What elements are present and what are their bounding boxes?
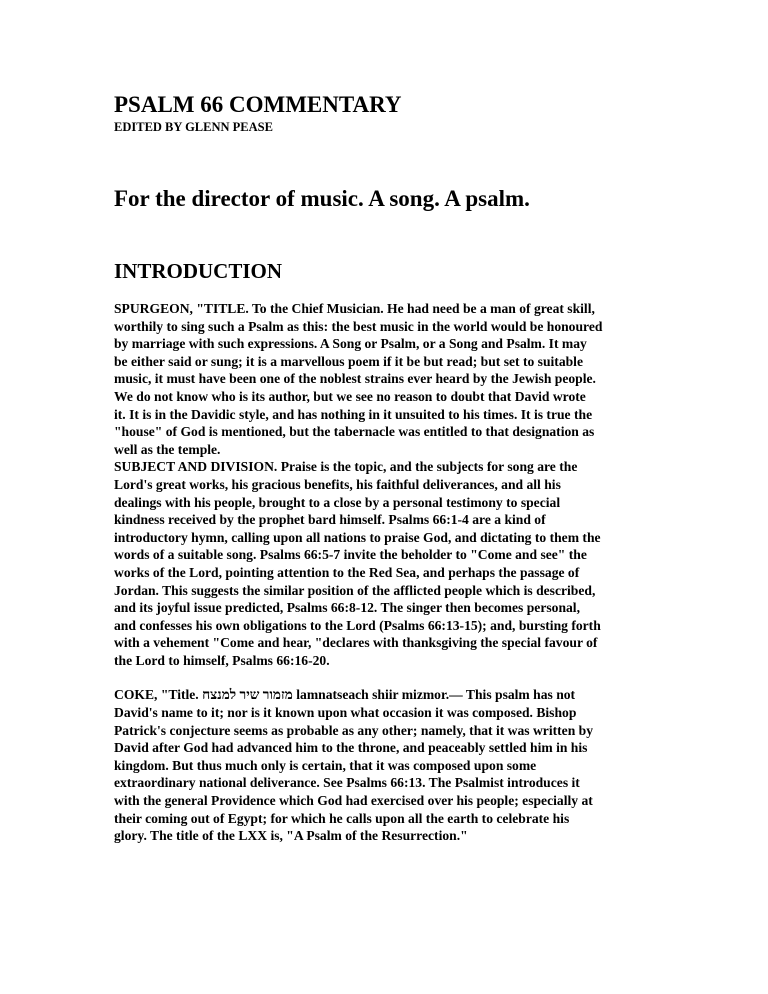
text-line: be either said or sung; it is a marvellous poem if it be but read; but set to suitable xyxy=(114,353,583,369)
text-line: dealings with his people, brought to a close by a personal testimony to special xyxy=(114,494,561,510)
text-line: their coming out of Egypt; for which he calls upon all the earth to celebrate his xyxy=(114,810,570,826)
text-line: We do not know who is its author, but we see no reason to doubt that David wrote xyxy=(114,388,586,404)
text-line: extraordinary national deliverance. See Psalms 66:13. The Psalmist introduces it xyxy=(114,775,580,791)
paragraph-coke-title xyxy=(114,686,659,844)
paragraph-subject-and-division xyxy=(114,458,659,669)
document-page xyxy=(114,92,659,845)
text-line: SPURGEON, "TITLE. To the Chief Musician. He had need be a man of great skill, xyxy=(114,301,595,316)
editor-credit: EDITED BY GLENN PEASE xyxy=(114,120,273,134)
text-line: introductory hymn, calling upon all nations to praise God, and dictating to them the xyxy=(114,529,601,545)
text-line: and confesses his own obligations to the Lord (Psalms 66:13-15); and, bursting forth xyxy=(114,617,601,633)
text-line: and its joyful issue predicted, Psalms 66:8-12. The singer then becomes personal, xyxy=(114,600,580,616)
text-line: "house" of God is mentioned, but the tabernacle was entitled to that designation as xyxy=(114,424,595,440)
text-line: works of the Lord, pointing attention to the Red Sea, and perhaps the passage of xyxy=(114,564,580,580)
text-line: words of a suitable song. Psalms 66:5-7 invite the beholder to "Come and see" the xyxy=(114,547,587,563)
text-line: David's name to it; nor is it known upon what occasion it was composed. Bishop xyxy=(114,705,577,721)
document-title: PSALM 66 COMMENTARY xyxy=(114,92,402,117)
text-line: glory. The title of the LXX is, "A Psalm of the Resurrection." xyxy=(114,828,468,844)
text-line: kingdom. But thus much only is certain, that it was composed upon some xyxy=(114,757,537,773)
text-line: with a vehement "Come and hear, "declares with thanksgiving the special favour of xyxy=(114,635,598,651)
text-line: by marriage with such expressions. A Song or Psalm, or a Song and Psalm. It may xyxy=(114,336,587,352)
text-line: the Lord to himself, Psalms 66:16-20. xyxy=(114,652,330,668)
psalm-superscription: For the director of music. A song. A psalm. xyxy=(114,186,530,211)
text-line: SUBJECT AND DIVISION. Praise is the topic, and the subjects for song are the xyxy=(114,459,578,475)
paragraph-spurgeon-title xyxy=(114,300,659,458)
text-line: worthily to sing such a Psalm as this: the best music in the world would be honoured xyxy=(114,318,603,334)
section-heading-introduction: INTRODUCTION xyxy=(114,259,283,283)
text-line: it. It is in the Davidic style, and has nothing in it unsuited to his times. It is true the xyxy=(114,406,593,422)
text-line: with the general Providence which God had exercised over his people; especially at xyxy=(114,793,593,809)
text-line: kindness received by the prophet bard himself. Psalms 66:1-4 are a kind of xyxy=(114,512,546,528)
text-line: Patrick's conjecture seems as probable as any other; namely, that it was written by xyxy=(114,722,594,738)
text-line: well as the temple. xyxy=(114,441,221,457)
text-line: music, it must have been one of the noblest strains ever heard by the Jewish people. xyxy=(114,371,596,387)
text-line: Lord's great works, his gracious benefits, his faithful deliverances, and all his xyxy=(114,476,561,492)
text-line: David after God had advanced him to the throne, and peaceably settled him in his xyxy=(114,740,588,756)
text-line: Jordan. This suggests the similar position of the afflicted people which is described, xyxy=(114,582,596,598)
text-line: COKE, "Title. מזמור שיר למנצח lamnatseach shiir mizmor.— This psalm has not xyxy=(114,687,576,703)
